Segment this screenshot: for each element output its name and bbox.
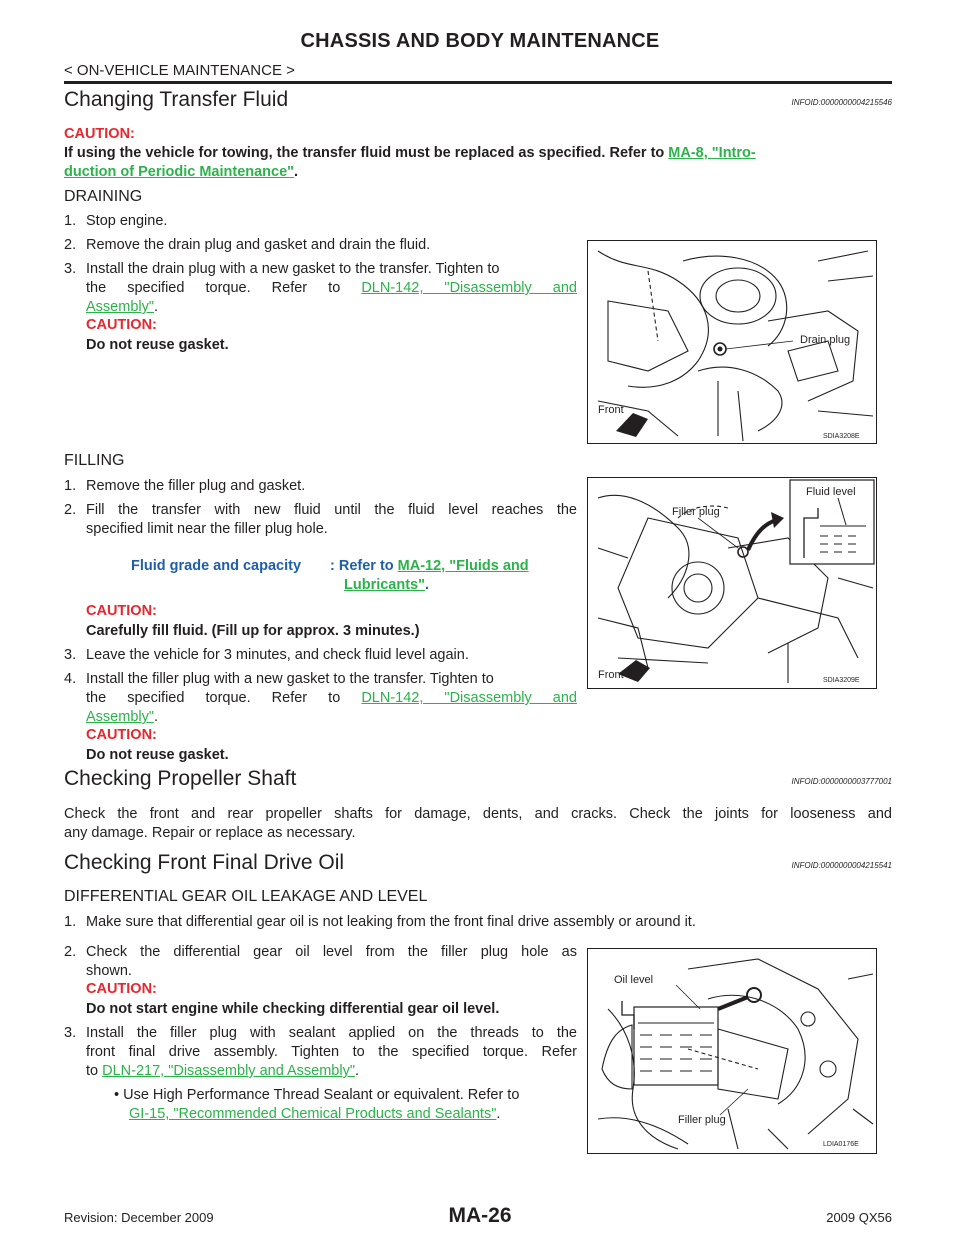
infoid-final-drive: INFOID:0000000004215541 [791,861,892,870]
curved-arrow-icon [748,520,776,550]
page-header-subtitle: < ON-VEHICLE MAINTENANCE > [64,62,295,79]
page-header-title: CHASSIS AND BODY MAINTENANCE [300,30,660,52]
link-dln142-b-cont[interactable]: Assembly" [86,709,154,725]
figure-label-oil: Oil level [614,974,654,986]
fill-step-1 [64,477,305,496]
link-ma12-cont[interactable]: Lubricants" [344,577,425,593]
figure-oil-level [587,948,877,1154]
step-num: 1. [64,213,77,229]
link-dln142-b[interactable]: DLN-142, "Disassembly and [361,690,577,706]
link-ma8-cont[interactable]: duction of Periodic Maintenance" [64,164,295,180]
step-text: Fill the transfer with new fluid until the fluid level reaches the [86,502,577,518]
bullet-mark: • [114,1087,120,1103]
figure-label-front-2: Front [598,669,624,681]
step-text: Make sure that differential gear oil is not leaking from the front final drive assembly or around it. [86,914,696,930]
step-text: the specified torque. Refer to [86,280,362,296]
spec-value-line2 [344,577,429,593]
section-title-transfer: Changing Transfer Fluid [64,88,289,111]
final-step-2-line2: shown. [86,963,132,979]
fill-step-4 [64,670,494,689]
fill-caution2-text: Do not reuse gasket. [86,747,229,763]
caution-text-transfer-line2 [64,163,298,182]
drain-step-1 [64,212,167,231]
step-end: . [154,299,159,315]
fill-caution1-label: CAUTION: [86,603,157,619]
final-bullet-line2 [129,1105,500,1124]
oil-reservoir [634,1007,718,1085]
link-gi15[interactable]: GI-15, "Recommended Chemical Products and Sealants" [129,1106,497,1122]
step-num: 1. [64,914,77,930]
final-caution-label: CAUTION: [86,981,157,997]
fill-step-4-line2 [86,689,577,708]
filler-plug-illustration [588,478,876,688]
drain-step-3 [64,260,577,279]
spec-end: . [425,577,430,593]
pointer-arrow-icon [718,997,748,1009]
figure-filler-plug [587,477,877,689]
drain-caution-text: Do not reuse gasket. [86,337,229,353]
header-divider [64,81,892,84]
figure-drain-plug [587,240,877,444]
drain-step-3-line2 [86,279,577,298]
figure-id-oil: LDIA0176E [823,1141,859,1148]
front-arrow-icon [616,413,648,437]
fill-step-2-line2: specified limit near the filler plug hole. [86,521,328,537]
footer-revision: Revision: December 2009 [64,1210,214,1225]
fill-caution2-label: CAUTION: [86,727,157,743]
fill-caution1-text: Carefully fill fluid. (Fill up for approx. 3 minutes.) [86,623,420,639]
footer-model: 2009 QX56 [826,1210,892,1225]
step-text: Remove the filler plug and gasket. [86,478,306,494]
spec-label: Fluid grade and capacity [131,558,302,574]
link-dln142[interactable]: DLN-142, "Disassembly and [361,280,577,296]
step-end: . [154,709,159,725]
hand-outline [602,1025,632,1089]
propeller-text-line2: any damage. Repair or replace as necessary. [64,825,356,841]
step-num: 3. [64,647,77,663]
bullet-text: Use High Performance Thread Sealant or equivalent. Refer to [123,1087,520,1103]
heading-draining: DRAINING [64,188,143,205]
figure-id-filler: SDIA3209E [823,677,860,684]
fill-step-4-line3 [86,708,158,727]
link-dln217[interactable]: DLN-217, "Disassembly and Assembly" [102,1063,355,1079]
step-num: 3. [64,1025,77,1041]
caution-text-transfer [64,144,892,163]
caution-end: . [294,164,299,180]
spec-sep: : Refer to [330,558,398,574]
spec-value [330,558,529,574]
footer-page-number: MA-26 [448,1204,512,1227]
drain-plug-illustration [588,241,876,443]
step-text: Install the drain plug with a new gasket to the transfer. Tighten to [86,261,500,277]
figure-label-filler-2: Filler plug [678,1114,726,1126]
step-text: Stop engine. [86,213,168,229]
final-bullet [114,1086,577,1105]
step-text: Leave the vehicle for 3 minutes, and check fluid level again. [86,647,469,663]
final-step-1 [64,913,696,932]
step-text: Install the filler plug with sealant applied on the threads to the [86,1025,577,1041]
figure-id-drain: SDIA3208E [823,433,860,440]
step-text: the specified torque. Refer to [86,690,362,706]
drain-step-2 [64,236,430,255]
fill-step-3 [64,646,469,665]
bullet-end: . [496,1106,501,1122]
heading-filling: FILLING [64,452,125,469]
step-num: 2. [64,944,77,960]
figure-label-filler: Filler plug [672,506,720,518]
fill-step-2 [64,501,577,520]
figure-label-drain: Drain plug [800,334,851,346]
final-caution-text: Do not start engine while checking differential gear oil level. [86,1001,500,1017]
drain-step-3-line3 [86,298,158,317]
drain-caution-label: CAUTION: [86,317,157,333]
oil-level-illustration [588,949,876,1153]
propeller-text-line1: Check the front and rear propeller shafts for damage, dents, and cracks. Check the joints for looseness and [64,806,892,822]
final-step-3-line2: front final drive assembly. Tighten to the specified torque. Refer [86,1044,577,1060]
final-step-3 [64,1024,577,1043]
link-dln142-cont[interactable]: Assembly" [86,299,154,315]
caution-label-transfer: CAUTION: [64,126,135,142]
section-title-final-drive: Checking Front Final Drive Oil [64,851,345,874]
step-text: to [86,1063,103,1079]
link-ma8[interactable]: MA-8, "Intro- [668,145,756,161]
heading-diff-gear: DIFFERENTIAL GEAR OIL LEAKAGE AND LEVEL [64,888,428,905]
link-ma12[interactable]: MA-12, "Fluids and [397,558,529,574]
step-end: . [355,1063,360,1079]
infoid-propeller: INFOID:0000000003777001 [791,777,892,786]
infoid-transfer: INFOID:0000000004215546 [791,98,892,107]
step-num: 2. [64,237,77,253]
section-title-propeller: Checking Propeller Shaft [64,767,297,790]
final-step-3-line3 [86,1062,359,1081]
figure-label-front: Front [598,404,624,416]
step-num: 1. [64,478,77,494]
step-num: 4. [64,671,77,687]
step-text: Remove the drain plug and gasket and drain the fluid. [86,237,431,253]
step-text: Check the differential gear oil level from the filler plug hole as [86,944,577,960]
step-num: 2. [64,502,77,518]
caution-text: If using the vehicle for towing, the transfer fluid must be replaced as specified. Refer to [64,145,669,161]
step-num: 3. [64,261,77,277]
final-step-2 [64,943,577,962]
step-text: Install the filler plug with a new gasket to the transfer. Tighten to [86,671,494,687]
figure-label-level: Fluid level [806,486,856,498]
